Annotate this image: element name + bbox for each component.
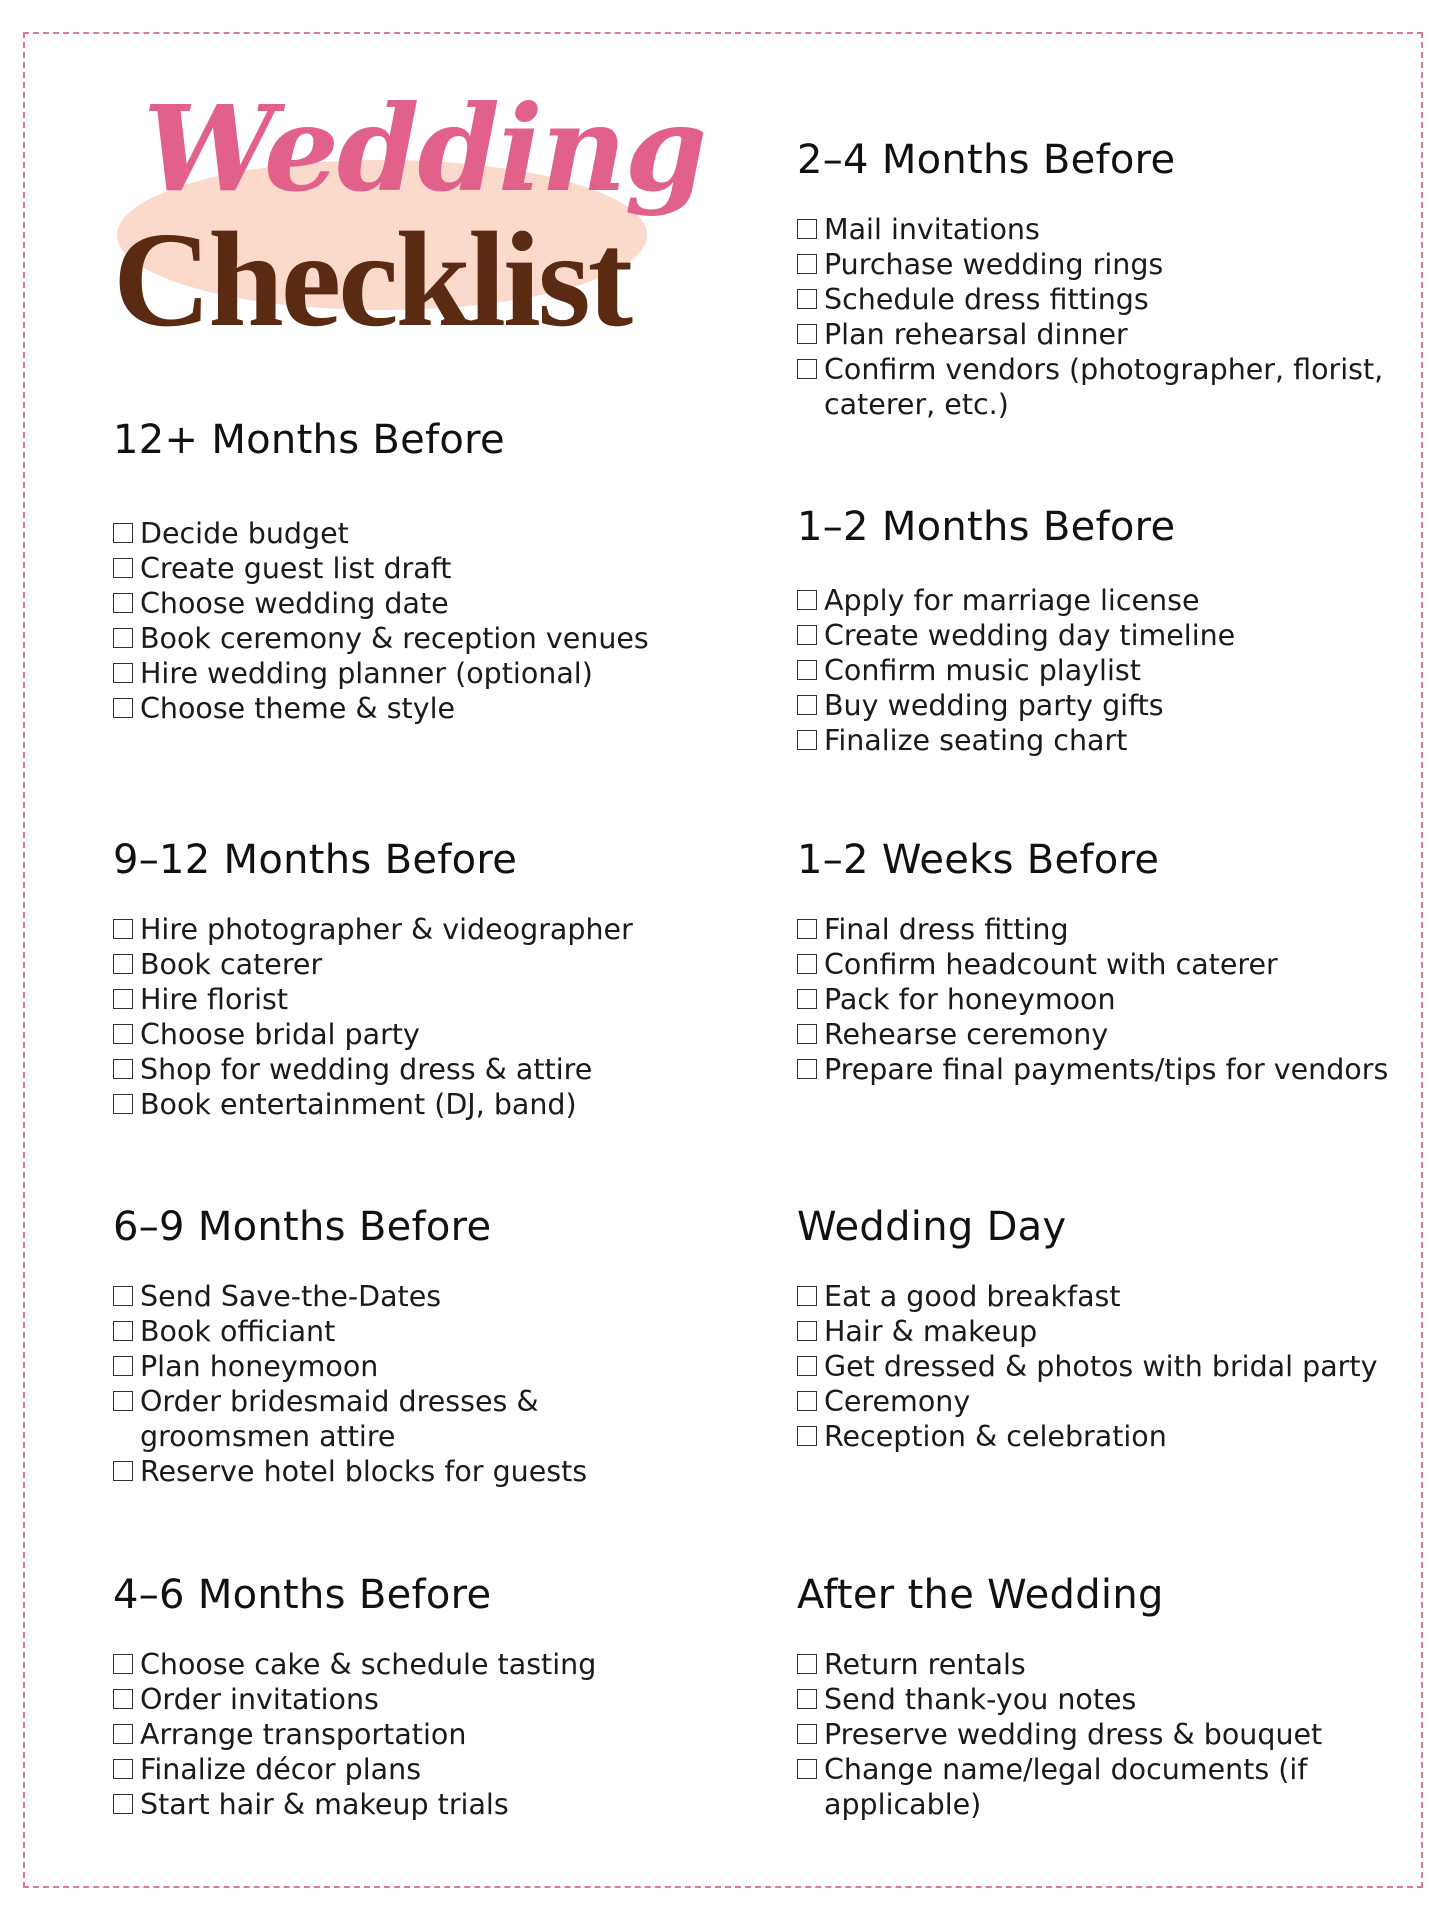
- section-heading: After the Wedding: [797, 1572, 1164, 1618]
- checklist-item: [113, 551, 713, 586]
- checkbox-icon[interactable]: [113, 1654, 133, 1674]
- checklist-item: [797, 653, 1397, 688]
- checklist-item-label: Choose cake & schedule tasting: [140, 1648, 597, 1681]
- checkbox-icon[interactable]: [797, 954, 817, 974]
- checklist-item: [797, 1349, 1397, 1384]
- checkbox-icon[interactable]: [797, 1689, 817, 1709]
- checklist-item-label: Hire photographer & videographer: [140, 913, 633, 946]
- checklist-item-label: Arrange transportation: [140, 1718, 467, 1751]
- checklist-item-label: Confirm music playlist: [824, 654, 1141, 687]
- checkbox-icon[interactable]: [797, 590, 817, 610]
- checklist-item: [113, 1682, 713, 1717]
- checkbox-icon[interactable]: [113, 558, 133, 578]
- checklist-item-label: Shop for wedding dress & attire: [140, 1053, 593, 1086]
- checklist-item: [113, 691, 713, 726]
- checklist-item: [113, 1647, 713, 1682]
- checkbox-icon[interactable]: [113, 1321, 133, 1341]
- section-heading: Wedding Day: [797, 1204, 1067, 1250]
- checklist-item-label: Final dress fitting: [824, 913, 1069, 946]
- checklist: [113, 516, 713, 726]
- checkbox-icon[interactable]: [113, 523, 133, 543]
- section-1-2-weeks: [797, 838, 1397, 1087]
- section-heading: 9–12 Months Before: [113, 837, 518, 883]
- checklist-item-label: Decide budget: [140, 517, 349, 550]
- checkbox-icon[interactable]: [113, 1391, 133, 1411]
- checklist-item-label: Buy wedding party gifts: [824, 689, 1164, 722]
- checklist-item: [797, 317, 1397, 352]
- checklist-item: [797, 1647, 1397, 1682]
- checklist-item-label: Prepare final payments/tips for vendors: [824, 1053, 1389, 1086]
- checklist: [797, 583, 1397, 758]
- checklist-item: [797, 912, 1397, 947]
- checklist-item: [797, 1419, 1397, 1454]
- checklist-item: [797, 583, 1397, 618]
- section-after-wedding: [797, 1573, 1397, 1822]
- checklist: [797, 212, 1397, 422]
- checklist: [113, 1279, 713, 1489]
- checkbox-icon[interactable]: [113, 1794, 133, 1814]
- checklist-item-label: Confirm headcount with caterer: [824, 948, 1278, 981]
- checklist-item-label: Choose wedding date: [140, 587, 449, 620]
- checkbox-icon[interactable]: [797, 1356, 817, 1376]
- checklist-item: [113, 586, 713, 621]
- checklist-item: [113, 1279, 713, 1314]
- section-9-12-months: [113, 838, 713, 1122]
- checklist-item-label: Book entertainment (DJ, band): [140, 1088, 577, 1121]
- checkbox-icon[interactable]: [113, 1059, 133, 1079]
- checklist-item-label: Pack for honeymoon: [824, 983, 1116, 1016]
- checkbox-icon[interactable]: [797, 660, 817, 680]
- checklist-item-label: Book caterer: [140, 948, 323, 981]
- checkbox-icon[interactable]: [113, 1724, 133, 1744]
- checklist-item: [113, 621, 713, 656]
- checklist-item: [113, 912, 713, 947]
- checklist-item: [797, 1052, 1397, 1087]
- checkbox-icon[interactable]: [797, 919, 817, 939]
- checkbox-icon[interactable]: [797, 289, 817, 309]
- checklist-item: [797, 282, 1397, 317]
- checklist-item-label: Finalize décor plans: [140, 1753, 422, 1786]
- checklist-item: [797, 723, 1397, 758]
- checklist-item-label: Hire florist: [140, 983, 289, 1016]
- checklist-item-label: Apply for marriage license: [824, 584, 1200, 617]
- checkbox-icon[interactable]: [797, 1724, 817, 1744]
- checklist-item-label: Reception & celebration: [824, 1420, 1167, 1453]
- checklist-item-label: Finalize seating chart: [824, 724, 1128, 757]
- section-heading: 6–9 Months Before: [113, 1204, 492, 1250]
- checklist-item-label: Send thank-you notes: [824, 1683, 1137, 1716]
- checklist-item-label: Plan rehearsal dinner: [824, 318, 1128, 351]
- checklist-item-label: Ceremony: [824, 1385, 971, 1418]
- checklist-item: [797, 352, 1397, 422]
- checklist-item: [797, 618, 1397, 653]
- checklist-item: [797, 1682, 1397, 1717]
- checklist-item-label: Order bridesmaid dresses & groomsmen attire: [140, 1385, 539, 1453]
- title-block: [105, 79, 706, 355]
- checkbox-icon[interactable]: [797, 1059, 817, 1079]
- checklist-item-label: Create guest list draft: [140, 552, 452, 585]
- checkbox-icon[interactable]: [797, 1426, 817, 1446]
- checkbox-icon[interactable]: [113, 628, 133, 648]
- checklist-item: [113, 1017, 713, 1052]
- checkbox-icon[interactable]: [797, 219, 817, 239]
- checklist-item-label: Send Save-the-Dates: [140, 1280, 442, 1313]
- checklist-item-label: Start hair & makeup trials: [140, 1788, 509, 1821]
- checklist-item-label: Hire wedding planner (optional): [140, 657, 593, 690]
- checklist-item: [797, 1314, 1397, 1349]
- checklist-item: [113, 947, 713, 982]
- section-12-months: [113, 418, 713, 726]
- checklist-item: [797, 212, 1397, 247]
- checklist-item-label: Preserve wedding dress & bouquet: [824, 1718, 1323, 1751]
- checkbox-icon[interactable]: [797, 1654, 817, 1674]
- checklist-item: [797, 982, 1397, 1017]
- checkbox-icon[interactable]: [797, 730, 817, 750]
- section-heading: 2–4 Months Before: [797, 137, 1176, 183]
- section-heading: 1–2 Weeks Before: [797, 837, 1160, 883]
- checklist: [797, 1279, 1397, 1454]
- checkbox-icon[interactable]: [113, 1286, 133, 1306]
- checkbox-icon[interactable]: [797, 1286, 817, 1306]
- checklist: [113, 1647, 713, 1822]
- section-heading: 4–6 Months Before: [113, 1572, 492, 1618]
- title-script-word: Wedding: [143, 79, 706, 218]
- checklist-item-label: Change name/legal documents (if applicable): [824, 1753, 1308, 1821]
- checklist-item-label: Return rentals: [824, 1648, 1026, 1681]
- checklist-item-label: Choose theme & style: [140, 692, 456, 725]
- checklist-item: [113, 516, 713, 551]
- checklist-item-label: Book ceremony & reception venues: [140, 622, 649, 655]
- checkbox-icon[interactable]: [113, 954, 133, 974]
- checkbox-icon[interactable]: [113, 1461, 133, 1481]
- section-heading: 1–2 Months Before: [797, 504, 1176, 550]
- checklist-item: [113, 1384, 713, 1454]
- section-6-9-months: [113, 1205, 713, 1489]
- checkbox-icon[interactable]: [797, 1391, 817, 1411]
- checklist-item-label: Rehearse ceremony: [824, 1018, 1109, 1051]
- checklist-item-label: Eat a good breakfast: [824, 1280, 1121, 1313]
- checklist-item: [113, 1752, 713, 1787]
- checklist-item-label: Reserve hotel blocks for guests: [140, 1455, 588, 1488]
- checklist-item-label: Mail invitations: [824, 213, 1040, 246]
- checkbox-icon[interactable]: [113, 989, 133, 1009]
- checklist-item: [797, 1384, 1397, 1419]
- section-heading: 12+ Months Before: [113, 417, 505, 463]
- checkbox-icon[interactable]: [113, 663, 133, 683]
- checklist-item: [797, 1752, 1397, 1822]
- checklist-item-label: Order invitations: [140, 1683, 379, 1716]
- checkbox-icon[interactable]: [113, 1024, 133, 1044]
- checkbox-icon[interactable]: [797, 359, 817, 379]
- checkbox-icon[interactable]: [113, 1759, 133, 1779]
- checklist-item: [797, 1717, 1397, 1752]
- checklist-item: [113, 1314, 713, 1349]
- checklist-item: [113, 1087, 713, 1122]
- checklist: [797, 1647, 1397, 1822]
- checkbox-icon[interactable]: [113, 593, 133, 613]
- checkbox-icon[interactable]: [797, 254, 817, 274]
- checkbox-icon[interactable]: [113, 698, 133, 718]
- section-4-6-months: [113, 1573, 713, 1822]
- checkbox-icon[interactable]: [113, 919, 133, 939]
- checklist-item: [797, 1017, 1397, 1052]
- checklist-item: [113, 1717, 713, 1752]
- checklist-item: [113, 1787, 713, 1822]
- checklist-item: [113, 656, 713, 691]
- checkbox-icon[interactable]: [113, 1689, 133, 1709]
- checklist-item: [797, 1279, 1397, 1314]
- checkbox-icon[interactable]: [797, 1321, 817, 1341]
- checklist-item-label: Purchase wedding rings: [824, 248, 1164, 281]
- section-2-4-months: [797, 138, 1397, 422]
- section-1-2-months: [797, 505, 1397, 758]
- checklist-item-label: Create wedding day timeline: [824, 619, 1236, 652]
- checklist-item-label: Book officiant: [140, 1315, 336, 1348]
- checklist-item: [797, 688, 1397, 723]
- checkbox-icon[interactable]: [113, 1094, 133, 1114]
- section-wedding-day: [797, 1205, 1397, 1454]
- checkbox-icon[interactable]: [797, 1024, 817, 1044]
- checklist-item: [797, 947, 1397, 982]
- checklist: [797, 912, 1397, 1087]
- title-main-word: Checklist: [113, 205, 630, 355]
- checklist-item: [797, 247, 1397, 282]
- checkbox-icon[interactable]: [797, 1759, 817, 1779]
- checkbox-icon[interactable]: [797, 695, 817, 715]
- checkbox-icon[interactable]: [797, 989, 817, 1009]
- checklist-item: [113, 1454, 713, 1489]
- checklist-item-label: Choose bridal party: [140, 1018, 420, 1051]
- checkbox-icon[interactable]: [797, 625, 817, 645]
- checklist-item-label: Schedule dress fittings: [824, 283, 1149, 316]
- checkbox-icon[interactable]: [797, 324, 817, 344]
- checklist-item-label: Get dressed & photos with bridal party: [824, 1350, 1378, 1383]
- checklist-item: [113, 1052, 713, 1087]
- checklist-item-label: Confirm vendors (photographer, florist, caterer, etc.): [824, 353, 1384, 421]
- checklist: [113, 912, 713, 1122]
- checklist-item-label: Plan honeymoon: [140, 1350, 379, 1383]
- checklist-item: [113, 982, 713, 1017]
- checklist-item: [113, 1349, 713, 1384]
- checkbox-icon[interactable]: [113, 1356, 133, 1376]
- checklist-item-label: Hair & makeup: [824, 1315, 1038, 1348]
